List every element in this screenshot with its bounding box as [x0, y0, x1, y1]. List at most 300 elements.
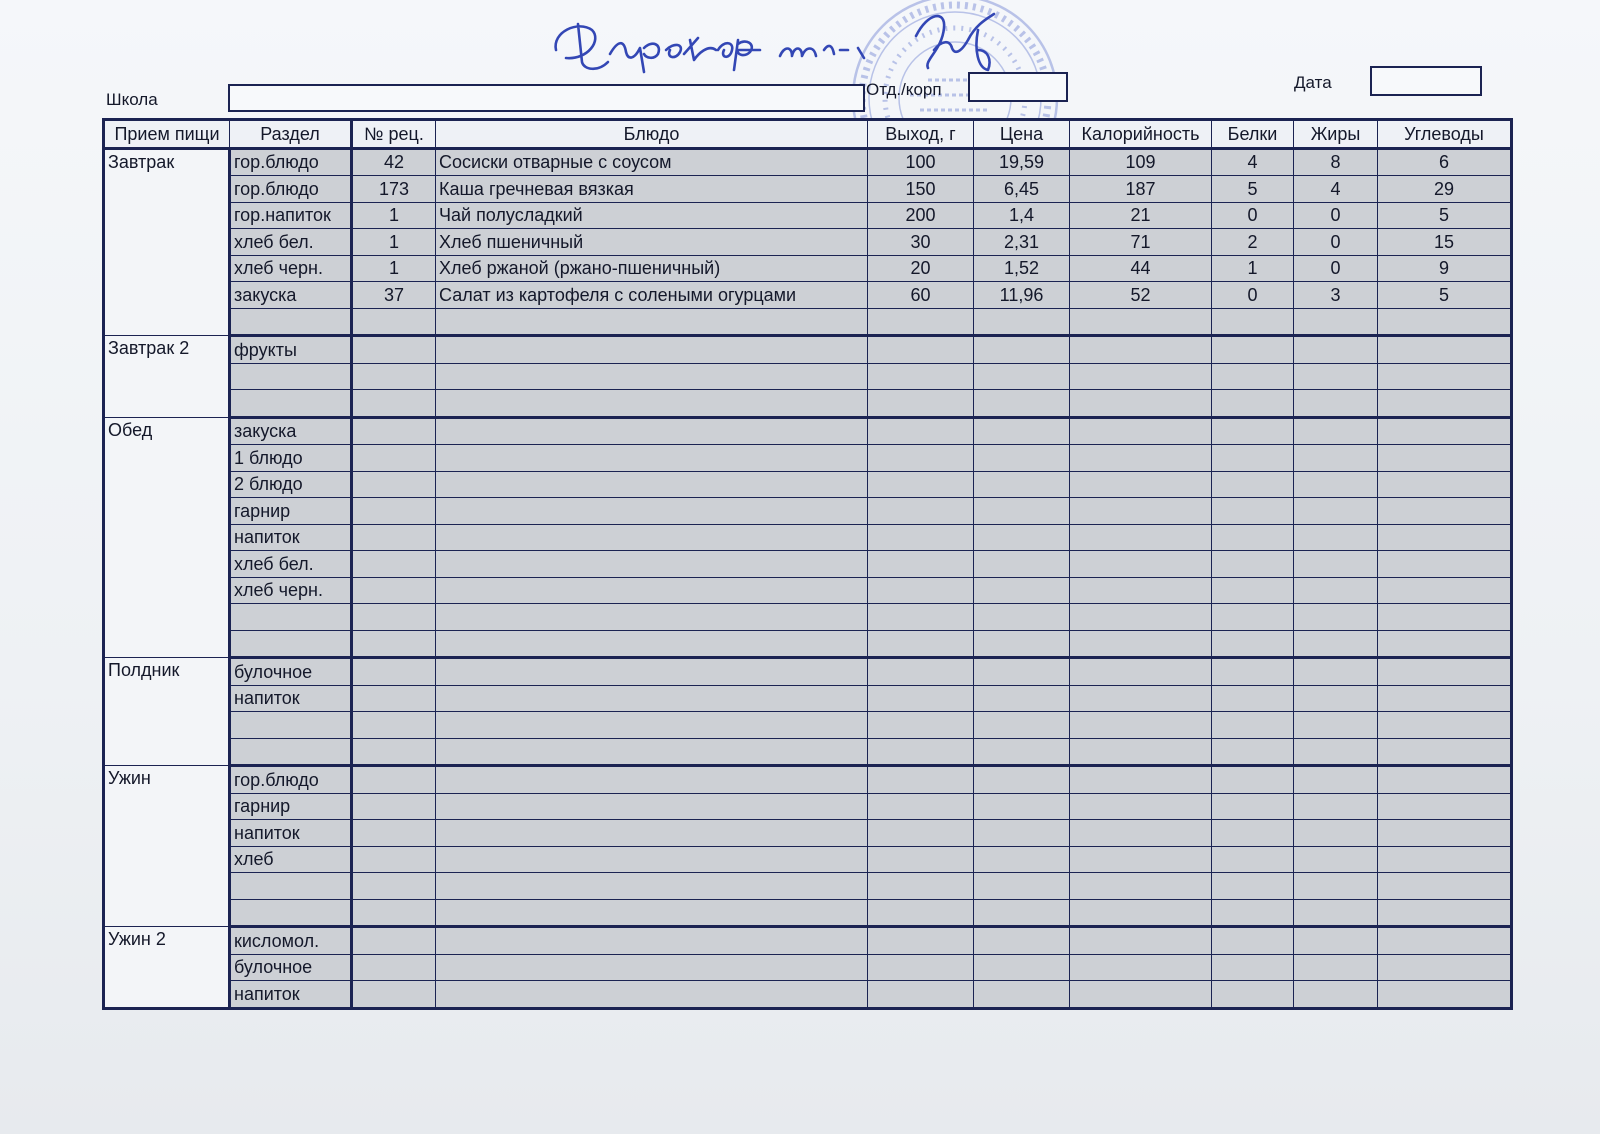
calories-cell[interactable] — [1070, 630, 1212, 658]
calories-cell[interactable]: 187 — [1070, 176, 1212, 203]
section-cell[interactable] — [230, 363, 352, 390]
date-field[interactable] — [1370, 66, 1482, 96]
calories-cell[interactable] — [1070, 981, 1212, 1009]
section-cell[interactable]: хлеб черн. — [230, 577, 352, 604]
yield-cell[interactable] — [868, 604, 974, 631]
section-cell[interactable]: хлеб черн. — [230, 255, 352, 282]
recipe-cell[interactable] — [352, 766, 436, 794]
yield-cell[interactable] — [868, 738, 974, 766]
protein-cell[interactable] — [1212, 712, 1294, 739]
dish-cell[interactable]: Салат из картофеля с солеными огурцами — [436, 282, 868, 309]
price-cell[interactable] — [974, 954, 1070, 981]
yield-cell[interactable]: 150 — [868, 176, 974, 203]
calories-cell[interactable] — [1070, 524, 1212, 551]
calories-cell[interactable] — [1070, 445, 1212, 472]
yield-cell[interactable] — [868, 954, 974, 981]
section-cell[interactable] — [230, 712, 352, 739]
carbs-cell[interactable]: 9 — [1378, 255, 1512, 282]
price-cell[interactable] — [974, 604, 1070, 631]
protein-cell[interactable] — [1212, 577, 1294, 604]
section-cell[interactable]: гарнир — [230, 793, 352, 820]
dish-cell[interactable] — [436, 390, 868, 418]
recipe-cell[interactable] — [352, 927, 436, 955]
yield-cell[interactable]: 200 — [868, 202, 974, 229]
carbs-cell[interactable] — [1378, 658, 1512, 686]
price-cell[interactable] — [974, 445, 1070, 472]
price-cell[interactable] — [974, 793, 1070, 820]
recipe-cell[interactable] — [352, 471, 436, 498]
yield-cell[interactable] — [868, 630, 974, 658]
carbs-cell[interactable] — [1378, 604, 1512, 631]
recipe-cell[interactable]: 1 — [352, 202, 436, 229]
protein-cell[interactable] — [1212, 390, 1294, 418]
fat-cell[interactable]: 0 — [1294, 229, 1378, 256]
recipe-cell[interactable] — [352, 551, 436, 578]
section-cell[interactable]: напиток — [230, 820, 352, 847]
yield-cell[interactable] — [868, 577, 974, 604]
fat-cell[interactable] — [1294, 899, 1378, 927]
carbs-cell[interactable]: 5 — [1378, 202, 1512, 229]
section-cell[interactable]: напиток — [230, 524, 352, 551]
calories-cell[interactable] — [1070, 927, 1212, 955]
yield-cell[interactable] — [868, 551, 974, 578]
fat-cell[interactable]: 8 — [1294, 148, 1378, 176]
section-cell[interactable]: хлеб бел. — [230, 229, 352, 256]
carbs-cell[interactable] — [1378, 336, 1512, 364]
section-cell[interactable]: 2 блюдо — [230, 471, 352, 498]
protein-cell[interactable]: 1 — [1212, 255, 1294, 282]
dish-cell[interactable] — [436, 630, 868, 658]
fat-cell[interactable] — [1294, 927, 1378, 955]
dish-cell[interactable] — [436, 712, 868, 739]
calories-cell[interactable] — [1070, 498, 1212, 525]
protein-cell[interactable] — [1212, 551, 1294, 578]
fat-cell[interactable] — [1294, 604, 1378, 631]
yield-cell[interactable]: 60 — [868, 282, 974, 309]
calories-cell[interactable] — [1070, 793, 1212, 820]
recipe-cell[interactable] — [352, 417, 436, 445]
section-cell[interactable]: фрукты — [230, 336, 352, 364]
price-cell[interactable] — [974, 363, 1070, 390]
dish-cell[interactable] — [436, 417, 868, 445]
yield-cell[interactable] — [868, 363, 974, 390]
fat-cell[interactable] — [1294, 524, 1378, 551]
section-cell[interactable]: хлеб бел. — [230, 551, 352, 578]
calories-cell[interactable] — [1070, 308, 1212, 336]
recipe-cell[interactable] — [352, 899, 436, 927]
dish-cell[interactable] — [436, 954, 868, 981]
carbs-cell[interactable] — [1378, 846, 1512, 873]
dish-cell[interactable]: Чай полусладкий — [436, 202, 868, 229]
dish-cell[interactable] — [436, 981, 868, 1009]
dish-cell[interactable] — [436, 766, 868, 794]
price-cell[interactable] — [974, 981, 1070, 1009]
recipe-cell[interactable] — [352, 820, 436, 847]
yield-cell[interactable]: 100 — [868, 148, 974, 176]
fat-cell[interactable] — [1294, 577, 1378, 604]
calories-cell[interactable] — [1070, 417, 1212, 445]
calories-cell[interactable]: 44 — [1070, 255, 1212, 282]
recipe-cell[interactable]: 37 — [352, 282, 436, 309]
fat-cell[interactable] — [1294, 981, 1378, 1009]
section-cell[interactable] — [230, 390, 352, 418]
protein-cell[interactable]: 0 — [1212, 282, 1294, 309]
price-cell[interactable] — [974, 417, 1070, 445]
yield-cell[interactable] — [868, 820, 974, 847]
table-row — [104, 148, 1512, 176]
dish-cell[interactable] — [436, 658, 868, 686]
carbs-cell[interactable]: 6 — [1378, 148, 1512, 176]
calories-cell[interactable] — [1070, 390, 1212, 418]
yield-cell[interactable] — [868, 308, 974, 336]
carbs-cell[interactable] — [1378, 685, 1512, 712]
protein-cell[interactable] — [1212, 820, 1294, 847]
recipe-cell[interactable] — [352, 873, 436, 900]
yield-cell[interactable] — [868, 445, 974, 472]
price-cell[interactable] — [974, 308, 1070, 336]
school-field[interactable] — [228, 84, 865, 112]
dish-cell[interactable] — [436, 524, 868, 551]
protein-cell[interactable]: 0 — [1212, 202, 1294, 229]
section-cell[interactable]: булочное — [230, 954, 352, 981]
fat-cell[interactable] — [1294, 551, 1378, 578]
carbs-cell[interactable] — [1378, 577, 1512, 604]
table-row — [104, 981, 1512, 1009]
fat-cell[interactable] — [1294, 738, 1378, 766]
price-cell[interactable] — [974, 336, 1070, 364]
fat-cell[interactable]: 0 — [1294, 255, 1378, 282]
recipe-cell[interactable]: 1 — [352, 255, 436, 282]
protein-cell[interactable] — [1212, 873, 1294, 900]
protein-cell[interactable] — [1212, 927, 1294, 955]
fat-cell[interactable] — [1294, 712, 1378, 739]
price-cell[interactable] — [974, 899, 1070, 927]
yield-cell[interactable] — [868, 471, 974, 498]
fat-cell[interactable]: 3 — [1294, 282, 1378, 309]
recipe-cell[interactable] — [352, 981, 436, 1009]
recipe-cell[interactable] — [352, 685, 436, 712]
recipe-cell[interactable] — [352, 630, 436, 658]
price-cell[interactable] — [974, 471, 1070, 498]
recipe-cell[interactable] — [352, 954, 436, 981]
price-cell[interactable] — [974, 524, 1070, 551]
protein-cell[interactable] — [1212, 954, 1294, 981]
dish-cell[interactable] — [436, 308, 868, 336]
section-cell[interactable] — [230, 308, 352, 336]
price-cell[interactable] — [974, 766, 1070, 794]
protein-cell[interactable] — [1212, 793, 1294, 820]
price-cell[interactable] — [974, 658, 1070, 686]
carbs-cell[interactable] — [1378, 498, 1512, 525]
calories-cell[interactable] — [1070, 766, 1212, 794]
carbs-cell[interactable] — [1378, 738, 1512, 766]
carbs-cell[interactable] — [1378, 471, 1512, 498]
section-cell[interactable]: кисломол. — [230, 927, 352, 955]
price-cell[interactable] — [974, 820, 1070, 847]
section-cell[interactable]: 1 блюдо — [230, 445, 352, 472]
calories-cell[interactable] — [1070, 712, 1212, 739]
section-cell[interactable]: хлеб — [230, 846, 352, 873]
price-cell[interactable] — [974, 927, 1070, 955]
fat-cell[interactable] — [1294, 498, 1378, 525]
calories-cell[interactable] — [1070, 471, 1212, 498]
dish-cell[interactable] — [436, 336, 868, 364]
carbs-cell[interactable] — [1378, 766, 1512, 794]
recipe-cell[interactable] — [352, 363, 436, 390]
dish-cell[interactable] — [436, 927, 868, 955]
carbs-cell[interactable] — [1378, 899, 1512, 927]
carbs-cell[interactable] — [1378, 551, 1512, 578]
price-cell[interactable]: 6,45 — [974, 176, 1070, 203]
protein-cell[interactable] — [1212, 658, 1294, 686]
carbs-cell[interactable] — [1378, 308, 1512, 336]
dish-cell[interactable] — [436, 899, 868, 927]
calories-cell[interactable] — [1070, 577, 1212, 604]
price-cell[interactable]: 1,52 — [974, 255, 1070, 282]
carbs-cell[interactable] — [1378, 820, 1512, 847]
carbs-cell[interactable] — [1378, 524, 1512, 551]
carbs-cell[interactable] — [1378, 873, 1512, 900]
dept-field[interactable] — [968, 72, 1068, 102]
recipe-cell[interactable]: 1 — [352, 229, 436, 256]
fat-cell[interactable] — [1294, 954, 1378, 981]
calories-cell[interactable] — [1070, 873, 1212, 900]
fat-cell[interactable] — [1294, 846, 1378, 873]
carbs-cell[interactable] — [1378, 445, 1512, 472]
yield-cell[interactable] — [868, 712, 974, 739]
section-cell[interactable]: гор.блюдо — [230, 176, 352, 203]
protein-cell[interactable]: 2 — [1212, 229, 1294, 256]
calories-cell[interactable]: 109 — [1070, 148, 1212, 176]
calories-cell[interactable]: 52 — [1070, 282, 1212, 309]
section-cell[interactable]: напиток — [230, 981, 352, 1009]
price-cell[interactable]: 19,59 — [974, 148, 1070, 176]
protein-cell[interactable] — [1212, 846, 1294, 873]
dish-cell[interactable]: Хлеб пшеничный — [436, 229, 868, 256]
table-header-row — [104, 120, 1512, 149]
fat-cell[interactable] — [1294, 445, 1378, 472]
recipe-cell[interactable] — [352, 604, 436, 631]
fat-cell[interactable]: 0 — [1294, 202, 1378, 229]
dish-cell[interactable] — [436, 445, 868, 472]
carbs-cell[interactable] — [1378, 417, 1512, 445]
carbs-cell[interactable] — [1378, 927, 1512, 955]
carbs-cell[interactable] — [1378, 712, 1512, 739]
carbs-cell[interactable] — [1378, 954, 1512, 981]
section-cell[interactable] — [230, 630, 352, 658]
calories-cell[interactable]: 71 — [1070, 229, 1212, 256]
col-header-protein: Белки — [1212, 120, 1294, 149]
dish-cell[interactable] — [436, 363, 868, 390]
fat-cell[interactable] — [1294, 685, 1378, 712]
price-cell[interactable] — [974, 685, 1070, 712]
protein-cell[interactable] — [1212, 471, 1294, 498]
yield-cell[interactable] — [868, 685, 974, 712]
protein-cell[interactable] — [1212, 336, 1294, 364]
fat-cell[interactable] — [1294, 308, 1378, 336]
protein-cell[interactable] — [1212, 363, 1294, 390]
dish-cell[interactable] — [436, 551, 868, 578]
price-cell[interactable]: 2,31 — [974, 229, 1070, 256]
protein-cell[interactable] — [1212, 899, 1294, 927]
section-cell[interactable]: напиток — [230, 685, 352, 712]
price-cell[interactable] — [974, 577, 1070, 604]
dish-cell[interactable] — [436, 471, 868, 498]
yield-cell[interactable] — [868, 658, 974, 686]
fat-cell[interactable] — [1294, 630, 1378, 658]
fat-cell[interactable] — [1294, 417, 1378, 445]
section-cell[interactable] — [230, 604, 352, 631]
recipe-cell[interactable] — [352, 524, 436, 551]
fat-cell[interactable]: 4 — [1294, 176, 1378, 203]
protein-cell[interactable] — [1212, 630, 1294, 658]
calories-cell[interactable] — [1070, 604, 1212, 631]
protein-cell[interactable] — [1212, 685, 1294, 712]
fat-cell[interactable] — [1294, 336, 1378, 364]
fat-cell[interactable] — [1294, 820, 1378, 847]
price-cell[interactable] — [974, 738, 1070, 766]
protein-cell[interactable] — [1212, 524, 1294, 551]
section-cell[interactable]: гор.блюдо — [230, 148, 352, 176]
protein-cell[interactable]: 5 — [1212, 176, 1294, 203]
price-cell[interactable] — [974, 498, 1070, 525]
dish-cell[interactable] — [436, 685, 868, 712]
dish-cell[interactable] — [436, 604, 868, 631]
calories-cell[interactable] — [1070, 336, 1212, 364]
recipe-cell[interactable] — [352, 846, 436, 873]
yield-cell[interactable]: 20 — [868, 255, 974, 282]
yield-cell[interactable] — [868, 981, 974, 1009]
fat-cell[interactable] — [1294, 471, 1378, 498]
section-cell[interactable] — [230, 873, 352, 900]
calories-cell[interactable]: 21 — [1070, 202, 1212, 229]
carbs-cell[interactable]: 15 — [1378, 229, 1512, 256]
yield-cell[interactable] — [868, 899, 974, 927]
yield-cell[interactable] — [868, 524, 974, 551]
section-cell[interactable] — [230, 899, 352, 927]
fat-cell[interactable] — [1294, 658, 1378, 686]
dish-cell[interactable]: Сосиски отварные с соусом — [436, 148, 868, 176]
recipe-cell[interactable]: 42 — [352, 148, 436, 176]
dish-cell[interactable] — [436, 793, 868, 820]
carbs-cell[interactable] — [1378, 630, 1512, 658]
dish-cell[interactable]: Хлеб ржаной (ржано-пшеничный) — [436, 255, 868, 282]
carbs-cell[interactable] — [1378, 981, 1512, 1009]
yield-cell[interactable] — [868, 846, 974, 873]
yield-cell[interactable] — [868, 927, 974, 955]
table-row — [104, 202, 1512, 229]
price-cell[interactable] — [974, 551, 1070, 578]
calories-cell[interactable] — [1070, 820, 1212, 847]
carbs-cell[interactable] — [1378, 793, 1512, 820]
calories-cell[interactable] — [1070, 846, 1212, 873]
price-cell[interactable] — [974, 630, 1070, 658]
recipe-cell[interactable] — [352, 793, 436, 820]
yield-cell[interactable] — [868, 873, 974, 900]
fat-cell[interactable] — [1294, 766, 1378, 794]
yield-cell[interactable] — [868, 390, 974, 418]
protein-cell[interactable] — [1212, 604, 1294, 631]
dish-cell[interactable] — [436, 738, 868, 766]
protein-cell[interactable] — [1212, 738, 1294, 766]
protein-cell[interactable] — [1212, 981, 1294, 1009]
yield-cell[interactable] — [868, 336, 974, 364]
recipe-cell[interactable] — [352, 577, 436, 604]
section-cell[interactable] — [230, 738, 352, 766]
section-cell[interactable]: гор.напиток — [230, 202, 352, 229]
carbs-cell[interactable] — [1378, 390, 1512, 418]
section-cell[interactable]: закуска — [230, 417, 352, 445]
meal-name-cell: Ужин 2 — [104, 927, 230, 1009]
protein-cell[interactable]: 4 — [1212, 148, 1294, 176]
table-row — [104, 390, 1512, 418]
recipe-cell[interactable] — [352, 738, 436, 766]
dish-cell[interactable] — [436, 498, 868, 525]
carbs-cell[interactable]: 29 — [1378, 176, 1512, 203]
recipe-cell[interactable]: 173 — [352, 176, 436, 203]
yield-cell[interactable]: 30 — [868, 229, 974, 256]
recipe-cell[interactable] — [352, 498, 436, 525]
carbs-cell[interactable] — [1378, 363, 1512, 390]
calories-cell[interactable] — [1070, 658, 1212, 686]
section-cell[interactable]: гор.блюдо — [230, 766, 352, 794]
dish-cell[interactable]: Каша гречневая вязкая — [436, 176, 868, 203]
price-cell[interactable] — [974, 873, 1070, 900]
price-cell[interactable]: 11,96 — [974, 282, 1070, 309]
dish-cell[interactable] — [436, 820, 868, 847]
protein-cell[interactable] — [1212, 498, 1294, 525]
fat-cell[interactable] — [1294, 363, 1378, 390]
calories-cell[interactable] — [1070, 899, 1212, 927]
calories-cell[interactable] — [1070, 954, 1212, 981]
protein-cell[interactable] — [1212, 766, 1294, 794]
section-cell[interactable]: гарнир — [230, 498, 352, 525]
price-cell[interactable] — [974, 390, 1070, 418]
col-header-section: Раздел — [230, 120, 352, 149]
yield-cell[interactable] — [868, 793, 974, 820]
yield-cell[interactable] — [868, 417, 974, 445]
dish-cell[interactable] — [436, 577, 868, 604]
price-cell[interactable] — [974, 712, 1070, 739]
calories-cell[interactable] — [1070, 685, 1212, 712]
fat-cell[interactable] — [1294, 390, 1378, 418]
section-cell[interactable]: закуска — [230, 282, 352, 309]
dish-cell[interactable] — [436, 846, 868, 873]
price-cell[interactable] — [974, 846, 1070, 873]
table-row — [104, 604, 1512, 631]
section-cell[interactable]: булочное — [230, 658, 352, 686]
protein-cell[interactable] — [1212, 417, 1294, 445]
recipe-cell[interactable] — [352, 658, 436, 686]
dish-cell[interactable] — [436, 873, 868, 900]
yield-cell[interactable] — [868, 498, 974, 525]
calories-cell[interactable] — [1070, 738, 1212, 766]
recipe-cell[interactable] — [352, 390, 436, 418]
carbs-cell[interactable]: 5 — [1378, 282, 1512, 309]
fat-cell[interactable] — [1294, 873, 1378, 900]
fat-cell[interactable] — [1294, 793, 1378, 820]
calories-cell[interactable] — [1070, 551, 1212, 578]
recipe-cell[interactable] — [352, 308, 436, 336]
protein-cell[interactable] — [1212, 445, 1294, 472]
calories-cell[interactable] — [1070, 363, 1212, 390]
price-cell[interactable]: 1,4 — [974, 202, 1070, 229]
protein-cell[interactable] — [1212, 308, 1294, 336]
yield-cell[interactable] — [868, 766, 974, 794]
recipe-cell[interactable] — [352, 712, 436, 739]
recipe-cell[interactable] — [352, 336, 436, 364]
recipe-cell[interactable] — [352, 445, 436, 472]
